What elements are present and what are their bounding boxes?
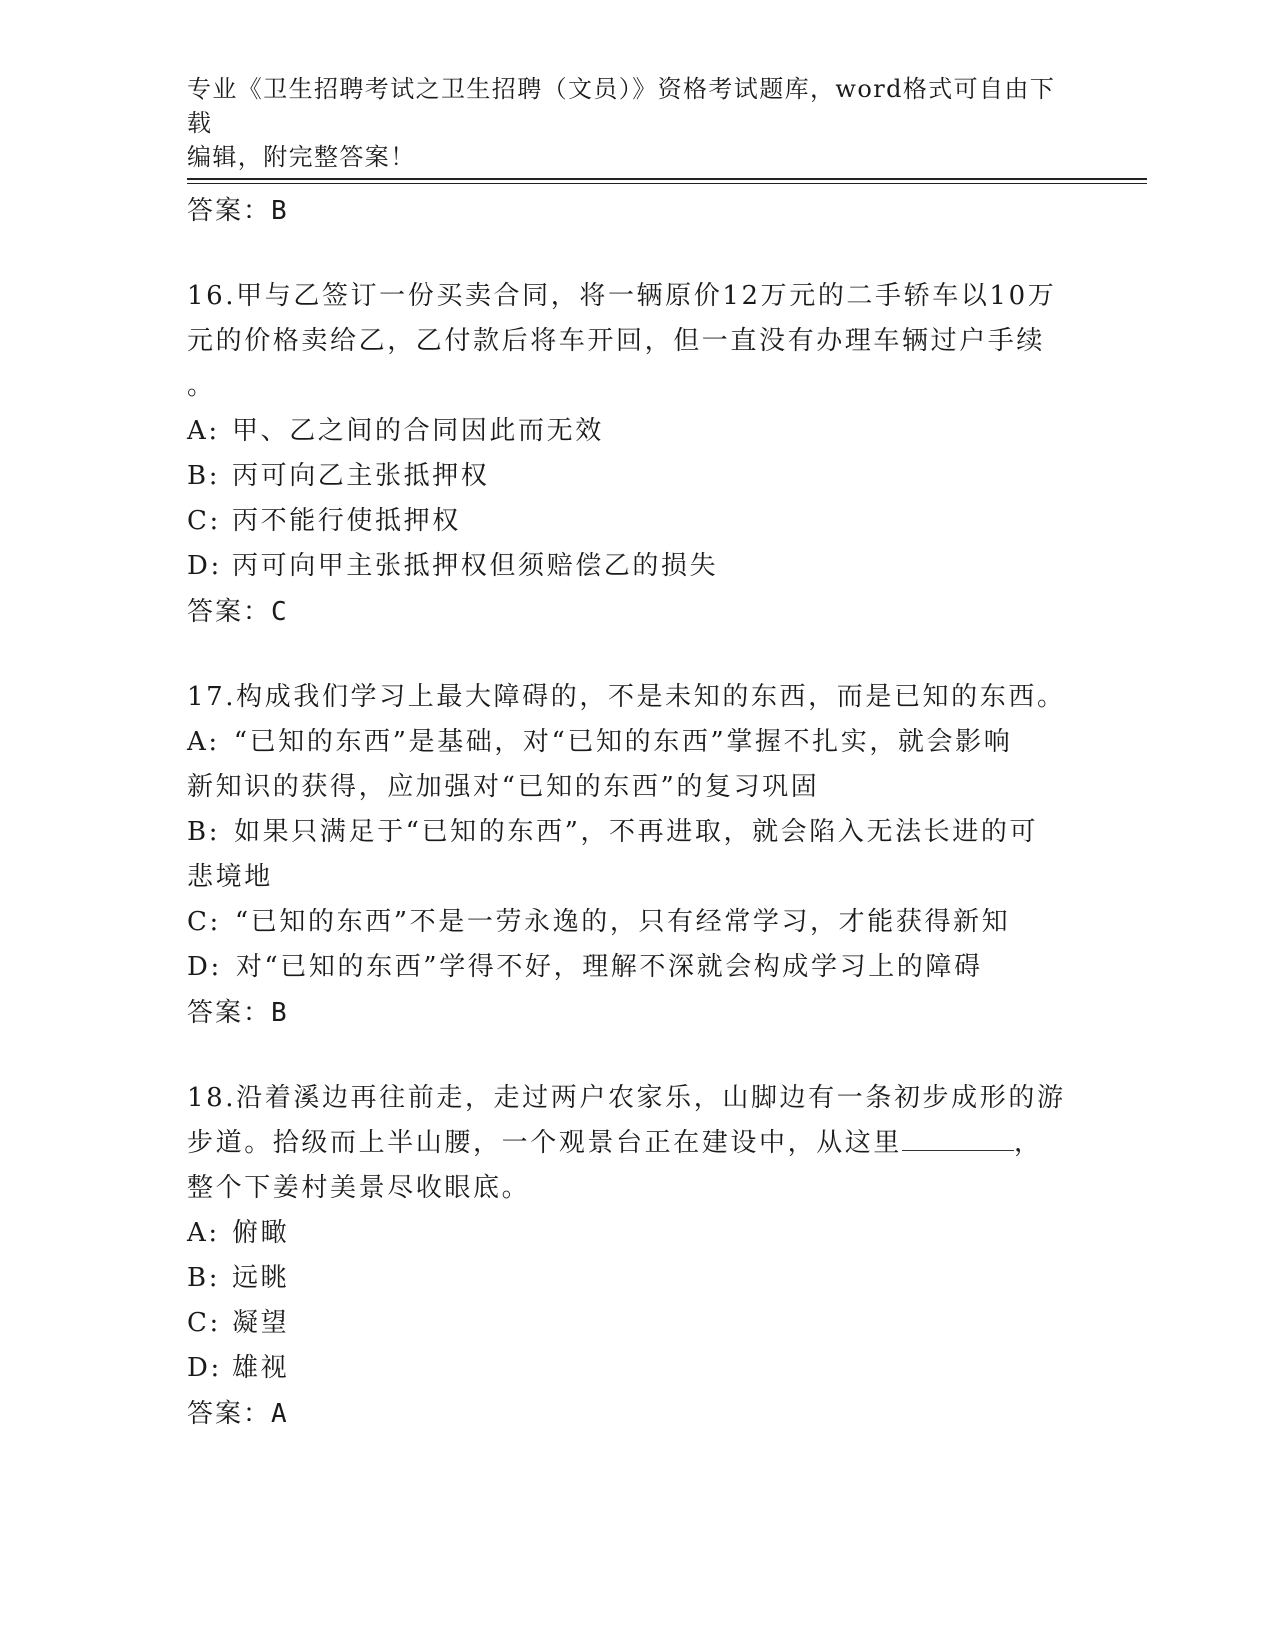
option-letter: B: xyxy=(187,1263,221,1293)
option-letter: A: xyxy=(187,416,220,446)
option-text: 丙不能行使抵押权 xyxy=(232,506,461,536)
answer-value: B xyxy=(271,196,287,226)
option-a-continuation: 新知识的获得，应加强对“已知的东西”的复习巩固 xyxy=(187,772,820,802)
option-text: 雄视 xyxy=(232,1353,290,1383)
answer-line xyxy=(187,1391,1087,1437)
option-letter: B: xyxy=(187,817,221,847)
option-d xyxy=(187,544,1087,589)
question-stem-line: 整个下姜村美景尽收眼底。 xyxy=(187,1173,531,1203)
option-letter: C: xyxy=(187,506,221,536)
option-letter: C: xyxy=(187,1308,221,1338)
question-stem-line-with-blank xyxy=(187,1121,1087,1166)
option-text: “已知的东西”是基础，对“已知的东西”掌握不扎实，就会影响 xyxy=(233,727,1013,757)
question-17 xyxy=(187,675,1087,1036)
answer-label: 答案： xyxy=(187,998,272,1028)
option-text: 丙可向甲主张抵押权但须赔偿乙的损失 xyxy=(232,551,719,581)
fill-in-blank xyxy=(902,1124,1014,1151)
spacer xyxy=(187,635,1087,675)
option-letter: D: xyxy=(187,1353,222,1383)
answer-line xyxy=(187,589,1087,635)
answer-value: A xyxy=(271,1399,287,1429)
blank-suffix: ， xyxy=(1014,1128,1043,1158)
page-header xyxy=(187,72,1057,174)
question-stem-line: 18.沿着溪边再往前走，走过两户农家乐，山脚边有一条初步成形的游 xyxy=(187,1083,1066,1113)
option-text: 凝望 xyxy=(232,1308,290,1338)
question-18 xyxy=(187,1076,1087,1437)
option-text: 甲、乙之间的合同因此而无效 xyxy=(232,416,604,446)
question-stem-line: 元的价格卖给乙，乙付款后将车开回，但一直没有办理车辆过户手续 xyxy=(187,326,1046,356)
option-text: 对“已知的东西”学得不好，理解不深就会构成学习上的障碍 xyxy=(235,952,983,982)
option-b xyxy=(187,1256,1087,1301)
option-c-line xyxy=(187,900,1087,945)
option-text: “已知的东西”不是一劳永逸的，只有经常学习，才能获得新知 xyxy=(234,907,1011,937)
answer-label: 答案： xyxy=(187,1399,272,1429)
option-letter: D: xyxy=(187,952,222,982)
option-d-line xyxy=(187,945,1087,990)
header-rule-thick xyxy=(187,178,1147,180)
option-c xyxy=(187,1301,1087,1346)
question-stem-line: 。 xyxy=(187,371,216,401)
answer-label: 答案： xyxy=(187,597,272,627)
option-letter: D: xyxy=(187,551,222,581)
question-16 xyxy=(187,274,1087,635)
answer-line xyxy=(187,990,1087,1036)
option-a-line xyxy=(187,720,1087,765)
option-b-line xyxy=(187,810,1087,855)
option-letter: A: xyxy=(187,727,220,757)
option-d xyxy=(187,1346,1087,1391)
spacer xyxy=(187,234,1087,274)
option-text: 远眺 xyxy=(232,1263,290,1293)
option-letter: B: xyxy=(187,461,221,491)
option-text: 俯瞰 xyxy=(232,1218,290,1248)
question-list xyxy=(187,188,1087,1437)
option-letter: C: xyxy=(187,907,221,937)
option-b xyxy=(187,454,1087,499)
option-letter: A: xyxy=(187,1218,220,1248)
answer-label: 答案： xyxy=(187,196,272,226)
option-text: 如果只满足于“已知的东西”，不再进取，就会陷入无法长进的可 xyxy=(234,817,1039,847)
answer-line xyxy=(187,188,1087,234)
header-line-1: 专业《卫生招聘考试之卫生招聘（文员）》资格考试题库，word格式可自由下载 xyxy=(187,75,1056,137)
option-b-continuation: 悲境地 xyxy=(187,862,273,892)
option-c xyxy=(187,499,1087,544)
option-a xyxy=(187,409,1087,454)
header-line-2: 编辑，附完整答案！ xyxy=(187,143,416,171)
option-text: 丙可向乙主张抵押权 xyxy=(232,461,490,491)
header-rule-thin xyxy=(187,183,1147,184)
question-stem-text: 步道。拾级而上半山腰，一个观景台正在建设中，从这里 xyxy=(187,1128,903,1158)
option-a xyxy=(187,1211,1087,1256)
question-stem-line: 17.构成我们学习上最大障碍的，不是未知的东西，而是已知的东西。 xyxy=(187,682,1066,712)
spacer xyxy=(187,1036,1087,1076)
answer-value: C xyxy=(271,597,287,627)
answer-value: B xyxy=(271,998,287,1028)
question-stem-line: 16.甲与乙签订一份买卖合同，将一辆原价12万元的二手轿车以10万 xyxy=(187,281,1057,311)
